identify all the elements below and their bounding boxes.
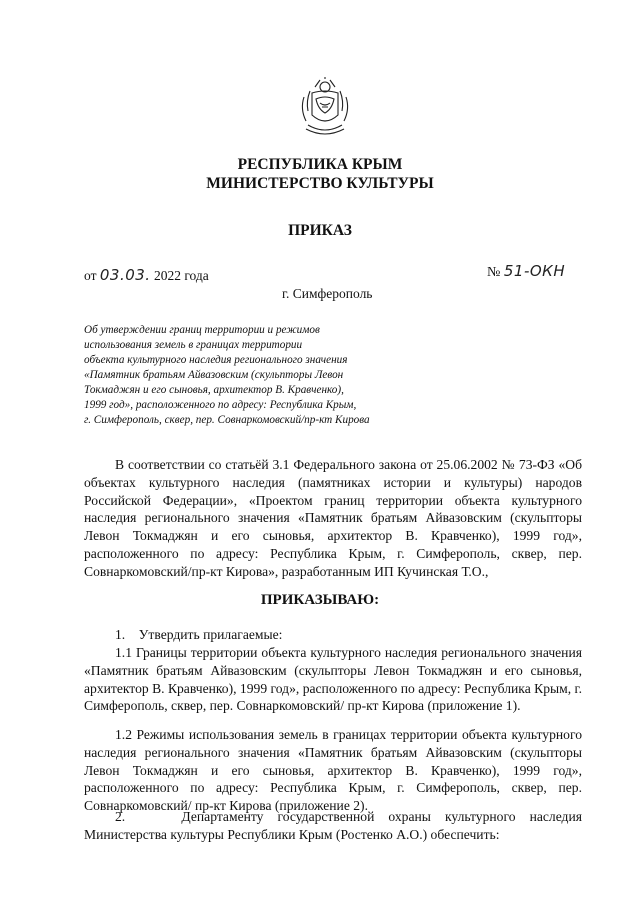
subject-line: Об утверждении границ территории и режимов (84, 324, 320, 336)
order-word: ПРИКАЗЫВАЮ: (260, 592, 380, 608)
republic-title: РЕСПУБЛИКА КРЫМ (237, 156, 403, 173)
handwritten-number: 51-ОКН (503, 262, 566, 280)
handwritten-date: 03.03. (99, 266, 151, 284)
ministry-title: МИНИСТЕРСТВО КУЛЬТУРЫ (206, 175, 434, 192)
subject-line: 1999 год», расположенного по адресу: Республика Крым, (84, 399, 357, 411)
date-prefix: от (84, 268, 97, 283)
order-item-1-1: 1.1 Границы территории объекта культурного наследия регионального значения «Памятник братьям Айвазовским (скульпторы Левон Токмаджян и его сыновья, архитектор В. Кравченко), 1999 год», расположенного по адресу: Республика Крым, г. Симферополь, сквер, пер. Совнаркомовский/ пр-кт Кирова (приложение 1). (84, 645, 582, 714)
preamble-paragraph: В соответствии со статьёй 3.1 Федерального закона от 25.06.2002 № 73-ФЗ «Об объектах культурного наследия (памятниках истории и культуры) народов Российской Федерации», «Проектом границ территории объекта культурного наследия регионального значения «Памятник братьям Айвазовским (скульпторы Левон Токмаджян и его сыновья, архитектор В. Кравченко), 1999 год», расположенного по адресу: Республика Крым, г. Симферополь, сквер, пер. Совнаркомовский/пр-кт Кирова», разработанным ИП Кучинская Т.О., (84, 457, 582, 579)
order-date (84, 266, 209, 284)
order-item-2: 2. Департаменту государственной охраны культурного наследия Министерства культуры Республики Крым (Ростенко А.О.) обеспечить: (84, 809, 582, 842)
subject-line: «Памятник братьям Айвазовским (скульпторы Левон (84, 369, 344, 381)
subject-line: г. Симферополь, сквер, пер. Совнаркомовский/пр-кт Кирова (84, 414, 370, 426)
crimea-coat-of-arms-icon (296, 77, 354, 141)
order-item-1: 1. Утвердить прилагаемые: (115, 627, 283, 642)
subject-line: Токмаджян и его сыновья, архитектор В. Кравченко), (84, 384, 344, 396)
city-line: г. Симферополь (282, 286, 373, 301)
subject-line: объекта культурного наследия регионального значения (84, 354, 348, 366)
order-number (487, 262, 565, 281)
order-subject (84, 323, 384, 428)
date-year: 2022 года (153, 268, 209, 283)
number-prefix: № (487, 265, 501, 280)
document-type-title: ПРИКАЗ (288, 222, 352, 239)
subject-line: использования земель в границах территории (84, 339, 303, 351)
order-item-1-2: 1.2 Режимы использования земель в границах территории объекта культурного наследия регионального значения «Памятник братьям Айвазовским (скульпторы Левон Токмаджян и его сыновья, архитектор В. Кравченко), 1999 год», расположенного по адресу: Республика Крым, г. Симферополь, сквер, пер. Совнаркомовский/ пр-кт Кирова (приложение 2). (84, 727, 582, 814)
